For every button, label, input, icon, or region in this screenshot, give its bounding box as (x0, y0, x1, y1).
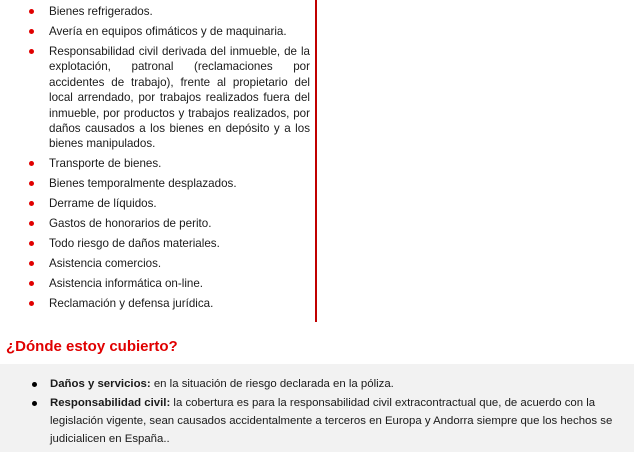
section-title: ¿Dónde estoy cubierto? (6, 338, 178, 355)
list-item-label: Daños y servicios: (50, 378, 151, 390)
bullet-icon (29, 161, 34, 166)
list-item (0, 216, 310, 231)
list-item (0, 156, 310, 171)
list-item (0, 196, 310, 211)
bullet-icon (32, 382, 37, 387)
bullet-icon (29, 9, 34, 14)
list-item-text: Derrame de líquidos. (49, 197, 157, 211)
list-item-text: Bienes temporalmente desplazados. (49, 177, 237, 191)
list-item (0, 4, 310, 19)
list-item (0, 296, 310, 311)
coverage-list (0, 4, 310, 316)
column-divider (315, 0, 317, 322)
bullet-icon (29, 181, 34, 186)
list-item-text: Avería en equipos ofimáticos y de maquinaria. (49, 25, 287, 38)
list-item-text: Bienes refrigerados. (49, 5, 153, 18)
list-item-text: Asistencia informática on-line. (49, 277, 204, 291)
bullet-icon (29, 301, 34, 306)
list-item-label: Responsabilidad civil: (50, 397, 171, 409)
bullet-icon (29, 221, 34, 226)
bullet-icon (29, 281, 34, 286)
list-item (0, 394, 634, 448)
bullet-icon (29, 241, 34, 246)
list-item (0, 276, 310, 291)
bullet-icon (29, 261, 34, 266)
list-item (0, 24, 310, 39)
list-item-text: Reclamación y defensa jurídica. (49, 297, 214, 311)
bullet-icon (29, 49, 34, 54)
list-item-text: Todo riesgo de daños materiales. (49, 237, 220, 251)
list-item (0, 176, 310, 191)
list-item (0, 236, 310, 251)
list-item-text: Asistencia comercios. (49, 257, 162, 271)
bullet-icon (32, 401, 37, 406)
list-item-text: Responsabilidad civil derivada del inmueble, de la explotación, patronal (reclamaciones por accidentes de trabajo), frente al propietario del local arrendado, por trabajos realizados fuera del inmueble, por productos y trabajos realizados, por daños causados a los bienes en depósito y a los bienes manipulados. (49, 45, 310, 151)
bullet-icon (29, 201, 34, 206)
bullet-icon (29, 29, 34, 34)
list-item (0, 44, 310, 152)
list-item (0, 375, 634, 393)
list-item-text: Gastos de honorarios de perito. (49, 217, 212, 231)
list-item-text: en la situación de riesgo declarada en la póliza. (150, 378, 394, 390)
list-item-text: la cobertura es para la responsabilidad civil extracontractual que, de acuerdo con la legislación vigente, sean causados accidentalmente a terceros en Europa y Andorra siempre que los hechos se judicialicen en España.. (50, 397, 613, 445)
list-item (0, 256, 310, 271)
where-covered-list (0, 375, 634, 449)
list-item-text: Transporte de bienes. (49, 157, 162, 171)
